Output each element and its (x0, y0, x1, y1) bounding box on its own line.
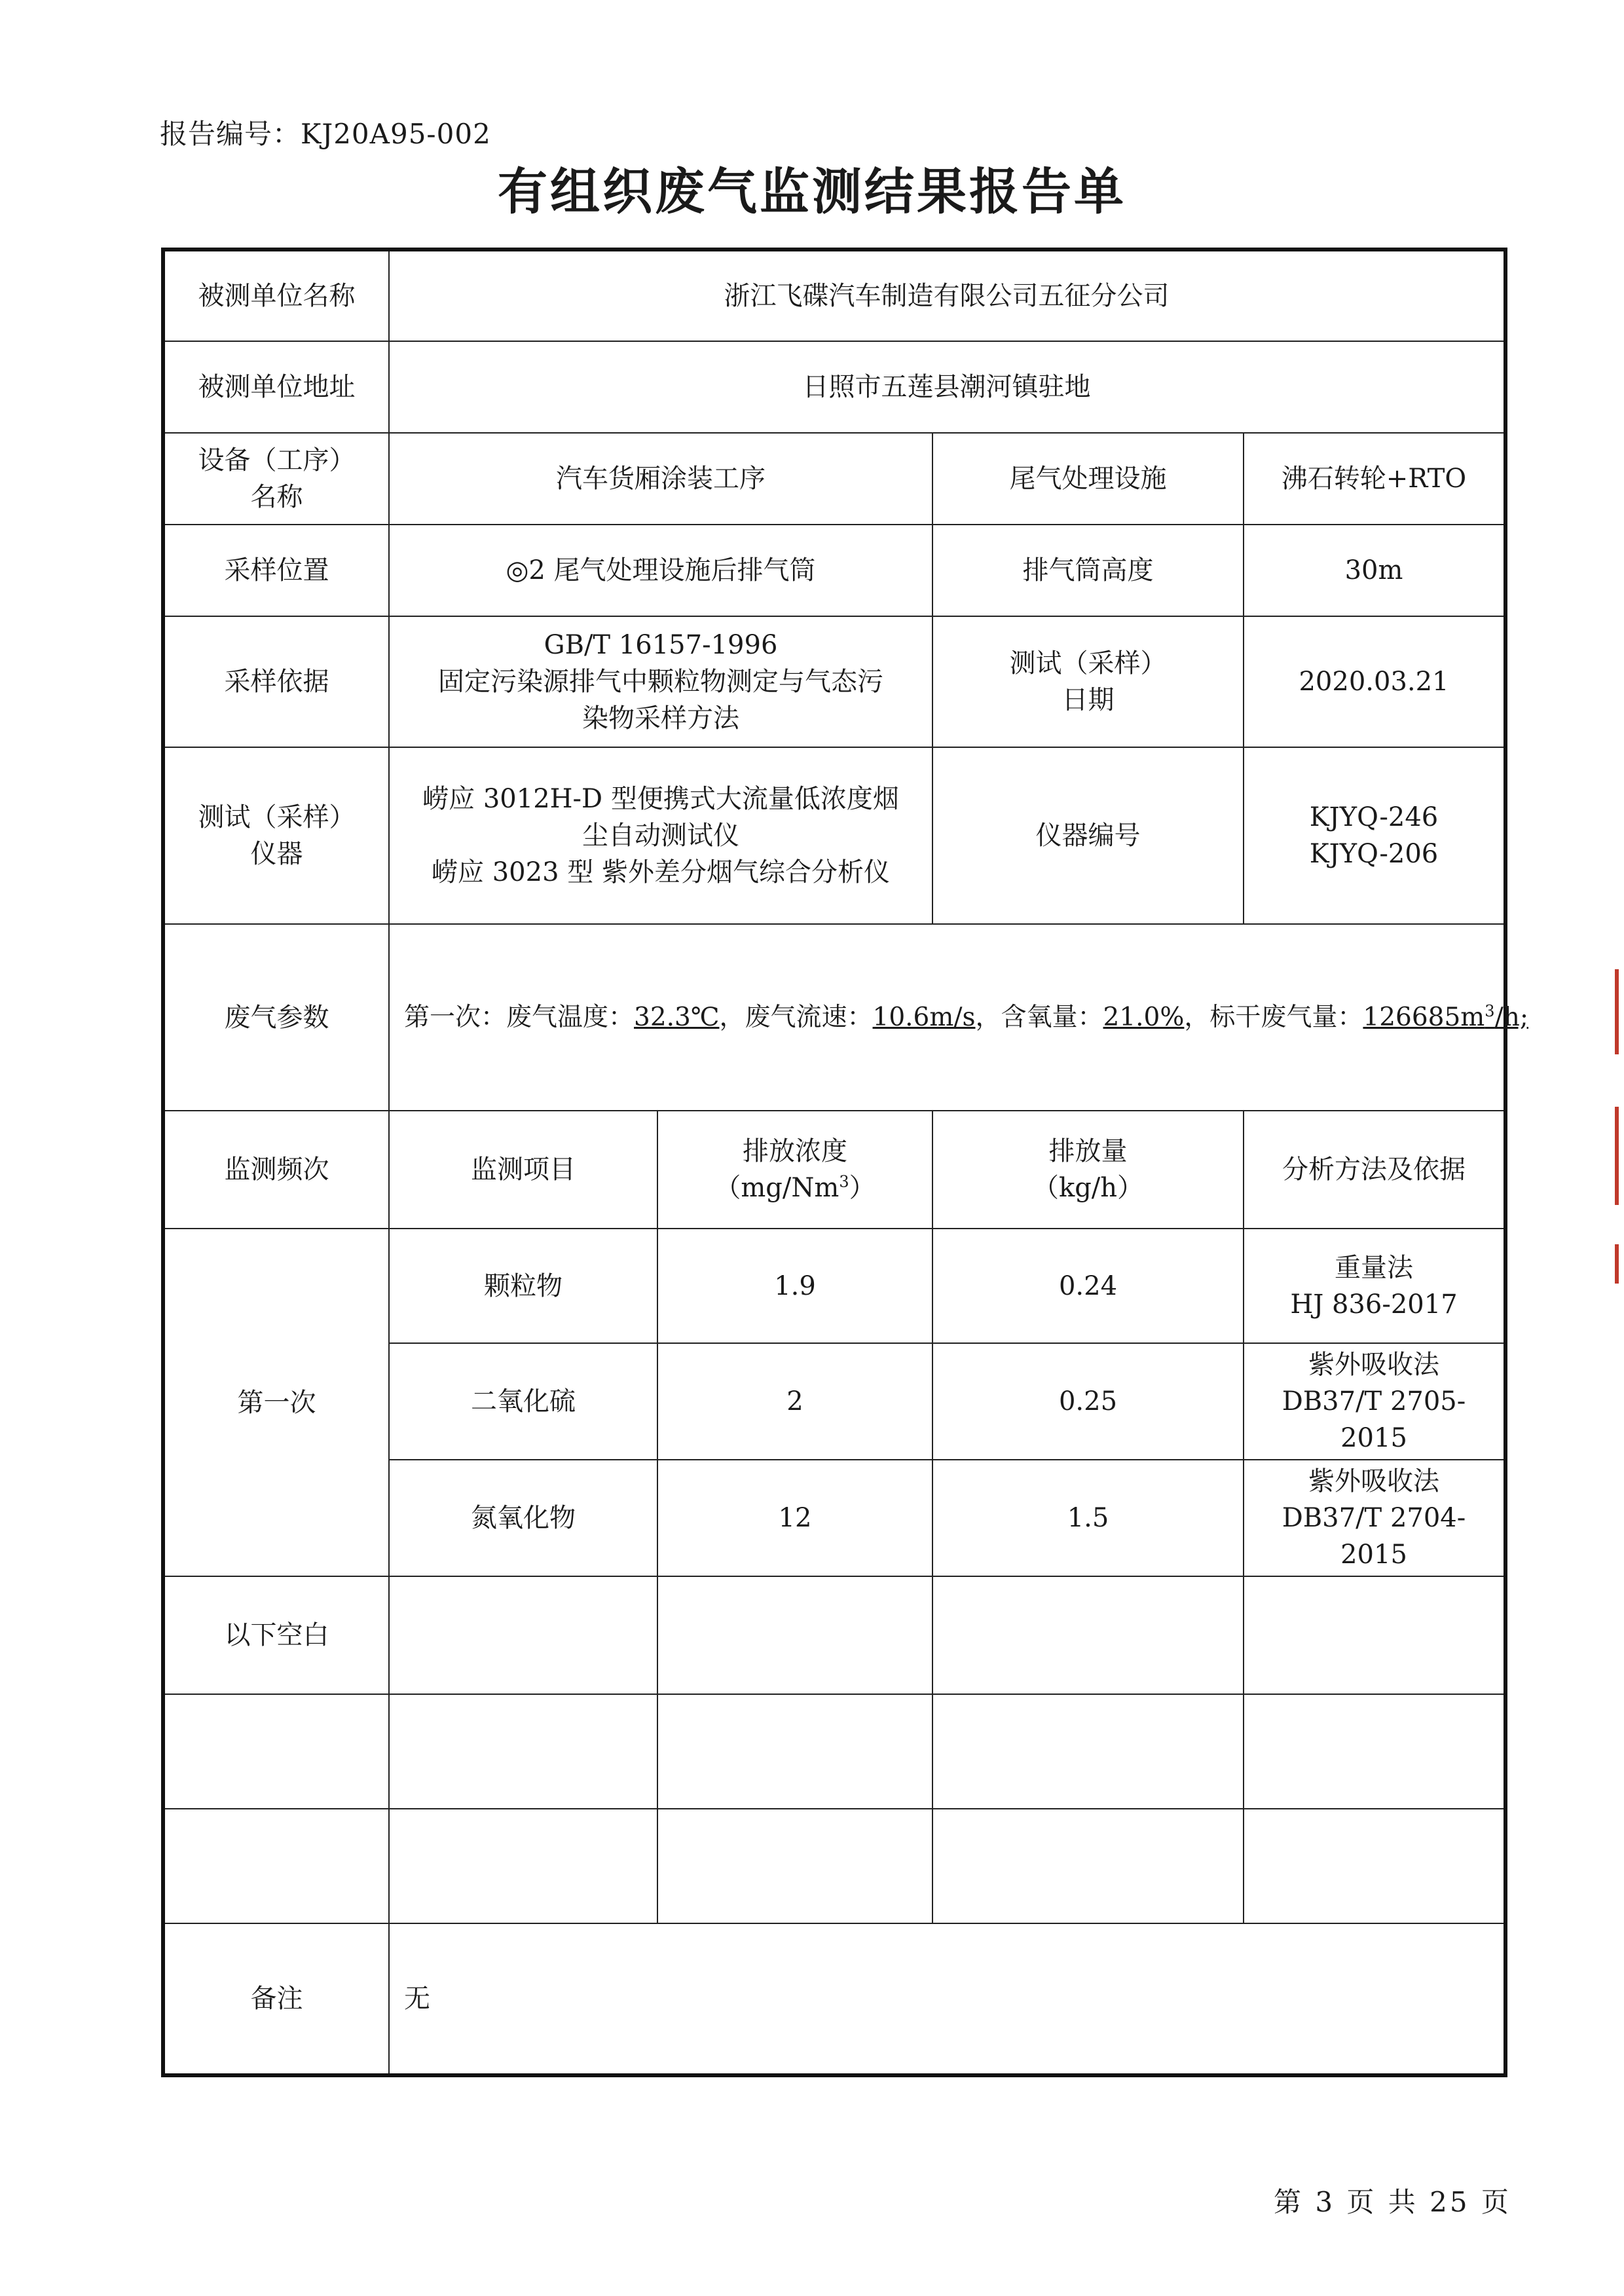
date-label (932, 616, 1244, 747)
params-prefix: 第一次：废气温度： (404, 1002, 635, 1032)
blank-cell (389, 1576, 657, 1694)
unit-name-value: 浙江飞碟汽车制造有限公司五征分公司 (389, 250, 1505, 341)
header-concentration (657, 1111, 932, 1229)
edge-mark (1615, 1107, 1619, 1205)
header-concentration-sup: 3 (839, 1172, 849, 1191)
stack-height-label: 排气筒高度 (932, 525, 1244, 616)
method-name: 紫外吸收法 (1308, 1350, 1439, 1380)
table-row (163, 1229, 1505, 1343)
params-sep1: ，废气流速： (719, 1002, 873, 1032)
date-label-line1: 测试（采样） (1009, 648, 1167, 678)
basis-text-line1: 固定污染源排气中颗粒物测定与气态污 (438, 667, 883, 697)
equipment-value: 汽车货厢涂装工序 (389, 433, 932, 525)
blank-cell (657, 1576, 932, 1694)
instrument-no-2: KJYQ-206 (1309, 839, 1439, 869)
method-name: 重量法 (1335, 1252, 1413, 1283)
blank-cell (657, 1809, 932, 1923)
blank-cell (163, 1694, 389, 1809)
treatment-value: 沸石转轮+RTO (1244, 433, 1505, 525)
dry-gas-flow-unit: /h; (1494, 1002, 1528, 1032)
blank-cell (1244, 1576, 1505, 1694)
edge-mark (1615, 969, 1619, 1054)
params-label: 废气参数 (163, 924, 389, 1111)
blank-cell (389, 1694, 657, 1809)
blank-cell (389, 1809, 657, 1923)
location-value: ◎2 尾气处理设施后排气筒 (389, 525, 932, 616)
basis-label: 采样依据 (163, 616, 389, 747)
instrument-row (163, 747, 1505, 924)
results-header-row (163, 1111, 1505, 1229)
page-number: 第 3 页 共 25 页 (1274, 2186, 1511, 2218)
page-title: 有组织废气监测结果报告单 (498, 162, 1126, 221)
header-rate (932, 1111, 1244, 1229)
instrument-value (389, 747, 932, 924)
concentration-value: 1.9 (657, 1229, 932, 1343)
edge-mark (1615, 1244, 1619, 1284)
basis-standard: GB/T 16157-1996 (544, 630, 778, 660)
blank-cell (657, 1694, 932, 1809)
method-standard: DB37/T 2705-2015 (1282, 1386, 1466, 1453)
equipment-label-line2: 名称 (250, 482, 303, 512)
basis-row (163, 616, 1505, 747)
method-value (1244, 1460, 1505, 1576)
date-label-line2: 日期 (1061, 685, 1115, 715)
item-name: 二氧化硫 (389, 1343, 657, 1460)
basis-text-line2: 染物采样方法 (582, 703, 739, 733)
header-concentration-main: 排放浓度（mg/Nm (714, 1136, 847, 1203)
remarks-row (163, 1923, 1505, 2075)
blank-cell (932, 1576, 1244, 1694)
dry-gas-flow (1363, 1003, 1528, 1032)
instrument-no-value (1244, 747, 1505, 924)
item-name: 氮氧化物 (389, 1460, 657, 1576)
blank-label: 以下空白 (163, 1576, 389, 1694)
report-table (161, 248, 1528, 2077)
header-rate-line1: 排放量 (1048, 1136, 1128, 1166)
item-name: 颗粒物 (389, 1229, 657, 1343)
dry-gas-flow-value: 126685m (1363, 1002, 1485, 1032)
dry-gas-flow-sup: 3 (1485, 1001, 1495, 1020)
frequency-first: 第一次 (163, 1229, 389, 1576)
gas-temperature: 32.3℃ (634, 1002, 720, 1032)
blank-row (163, 1809, 1505, 1923)
params-sep3: ，标干废气量： (1184, 1002, 1363, 1032)
unit-name-label: 被测单位名称 (163, 250, 389, 341)
blank-cell (1244, 1694, 1505, 1809)
header-concentration-close: ） (849, 1173, 876, 1203)
params-sep2: ，含氧量： (975, 1002, 1103, 1032)
rate-value: 0.25 (932, 1343, 1244, 1460)
method-standard: DB37/T 2704-2015 (1282, 1503, 1466, 1570)
equipment-row (163, 433, 1505, 525)
method-name: 紫外吸收法 (1308, 1466, 1439, 1496)
instrument-no-label: 仪器编号 (932, 747, 1244, 924)
oxygen-content: 21.0% (1103, 1002, 1185, 1032)
remarks-label: 备注 (163, 1923, 389, 2075)
blank-row (163, 1694, 1505, 1809)
unit-address-label: 被测单位地址 (163, 341, 389, 433)
location-label: 采样位置 (163, 525, 389, 616)
blank-cell (163, 1809, 389, 1923)
equipment-label-line1: 设备（工序） (198, 445, 356, 475)
concentration-value: 2 (657, 1343, 932, 1460)
params-value (389, 924, 1528, 1111)
rate-value: 0.24 (932, 1229, 1244, 1343)
params-row (163, 924, 1505, 1111)
concentration-value: 12 (657, 1460, 932, 1576)
stack-height-value: 30m (1244, 525, 1505, 616)
instrument-text-line2: 尘自动测试仪 (582, 821, 739, 851)
rate-value: 1.5 (932, 1460, 1244, 1576)
instrument-text-line3: 崂应 3023 型 紫外差分烟气综合分析仪 (432, 857, 890, 887)
method-value (1244, 1229, 1505, 1343)
method-value (1244, 1343, 1505, 1460)
report-number: 报告编号：KJ20A95-002 (160, 118, 491, 150)
treatment-label: 尾气处理设施 (932, 433, 1244, 525)
method-standard: HJ 836-2017 (1290, 1289, 1458, 1320)
blank-cell (932, 1809, 1244, 1923)
remarks-value: 无 (389, 1923, 1505, 2075)
header-method: 分析方法及依据 (1244, 1111, 1505, 1229)
header-item: 监测项目 (389, 1111, 657, 1229)
blank-cell (932, 1694, 1244, 1809)
unit-address-row (163, 341, 1505, 433)
instrument-label-line2: 仪器 (250, 839, 303, 869)
instrument-label (163, 747, 389, 924)
blank-cell (1244, 1809, 1505, 1923)
header-frequency: 监测频次 (163, 1111, 389, 1229)
header-rate-line2: （kg/h） (1032, 1173, 1144, 1203)
gas-velocity: 10.6m/s (872, 1002, 976, 1032)
date-value: 2020.03.21 (1244, 616, 1505, 747)
unit-address-value: 日照市五莲县潮河镇驻地 (389, 341, 1505, 433)
basis-value (389, 616, 932, 747)
equipment-label (163, 433, 389, 525)
instrument-text-line1: 崂应 3012H-D 型便携式大流量低浓度烟 (422, 784, 899, 814)
blank-row (163, 1576, 1505, 1694)
location-row (163, 525, 1505, 616)
instrument-no-1: KJYQ-246 (1309, 802, 1439, 832)
unit-name-row (163, 250, 1505, 341)
instrument-label-line1: 测试（采样） (198, 802, 356, 832)
